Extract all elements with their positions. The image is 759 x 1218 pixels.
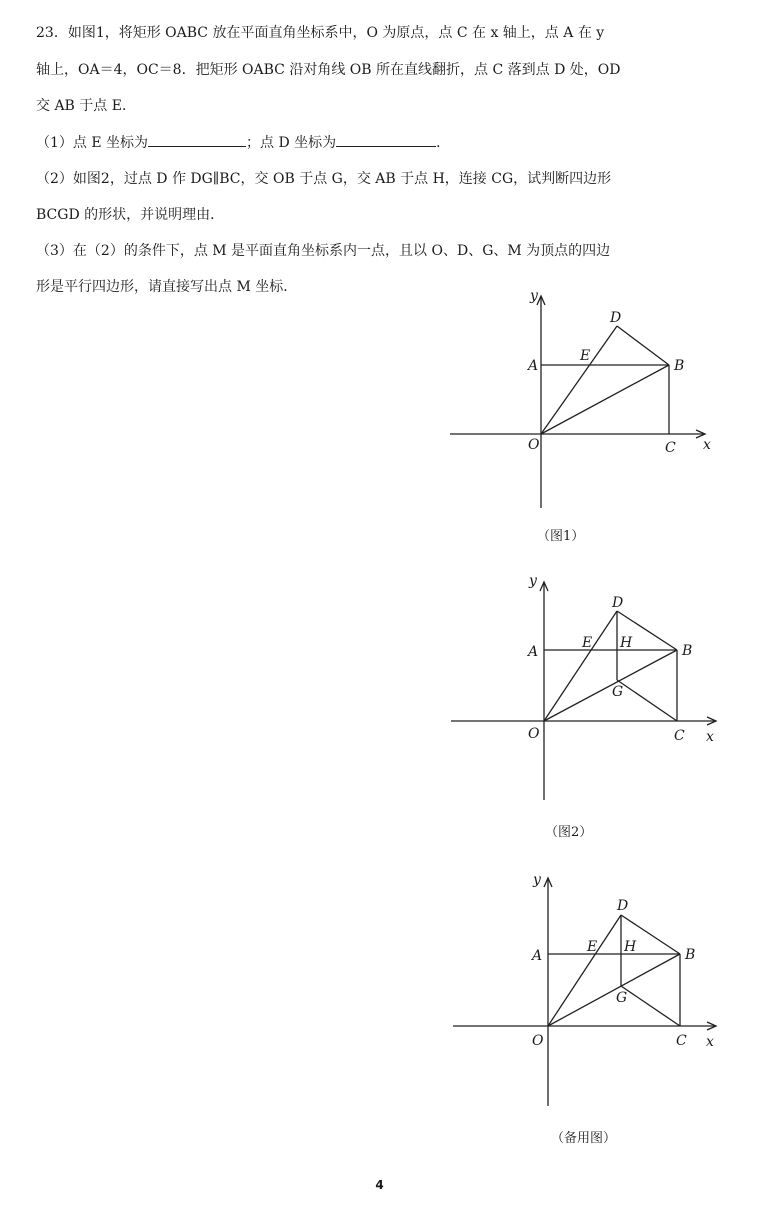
label-c: C bbox=[665, 440, 676, 456]
label-y: y bbox=[530, 288, 538, 304]
page-number: 4 bbox=[375, 1178, 384, 1192]
part-1-middle: ；点 D 坐标为 bbox=[246, 135, 337, 151]
part-3-line-2: 形是平行四边形，请直接写出点 M 坐标． bbox=[36, 279, 298, 295]
label-e: E bbox=[580, 348, 591, 364]
label-g: G bbox=[612, 684, 624, 700]
part-2-line-2: BCGD 的形状，并说明理由． bbox=[36, 207, 225, 223]
label-d: D bbox=[617, 898, 629, 914]
label-a: A bbox=[532, 948, 543, 964]
label-a: A bbox=[528, 358, 539, 374]
question-line-1: 23．如图1，将矩形 OABC 放在平面直角坐标系中，O 为原点，点 C 在 x 轴上，点 A 在 y bbox=[36, 25, 605, 41]
label-g: G bbox=[616, 990, 628, 1006]
label-o: O bbox=[528, 726, 540, 742]
part-2-line-1: （2）如图2，过点 D 作 DG∥BC，交 OB 于点 G，交 AB 于点 H，连接 CG，试判断四边形 bbox=[36, 171, 612, 187]
question-line-3: 交 AB 于点 E． bbox=[36, 98, 136, 114]
part-3-line-1: （3）在（2）的条件下，点 M 是平面直角坐标系内一点，且以 O、D、G、M 为顶点的四边 bbox=[36, 243, 611, 259]
label-b: B bbox=[685, 947, 696, 963]
question-line-2: 轴上，OA＝4，OC＝8．把矩形 OABC 沿对角线 OB 所在直线翻折，点 C 落到点 D 处，OD bbox=[36, 62, 621, 78]
label-d: D bbox=[610, 310, 622, 326]
label-d: D bbox=[612, 595, 624, 611]
label-x: x bbox=[706, 729, 714, 745]
part-1-prefix: （1）点 E 坐标为 bbox=[36, 135, 149, 151]
part-1-end: ． bbox=[436, 135, 451, 151]
label-h: H bbox=[620, 635, 633, 651]
label-o: O bbox=[528, 437, 540, 453]
figure-2-caption: （图2） bbox=[545, 825, 593, 840]
label-b: B bbox=[682, 643, 693, 659]
label-o: O bbox=[532, 1033, 544, 1049]
label-x: x bbox=[703, 437, 711, 453]
segment-od bbox=[548, 915, 621, 1026]
figure-1-caption: （图1） bbox=[537, 529, 585, 544]
label-b: B bbox=[674, 358, 685, 374]
label-h: H bbox=[624, 939, 637, 955]
label-x: x bbox=[706, 1034, 714, 1050]
segment-ob bbox=[548, 954, 680, 1026]
label-e: E bbox=[582, 635, 593, 651]
segment-gc bbox=[621, 986, 680, 1026]
spare-figure-caption: （备用图） bbox=[551, 1131, 617, 1146]
label-a: A bbox=[528, 644, 539, 660]
label-y: y bbox=[533, 872, 541, 888]
label-y: y bbox=[529, 573, 537, 589]
label-e: E bbox=[587, 939, 598, 955]
label-c: C bbox=[674, 728, 685, 744]
label-c: C bbox=[676, 1033, 687, 1049]
